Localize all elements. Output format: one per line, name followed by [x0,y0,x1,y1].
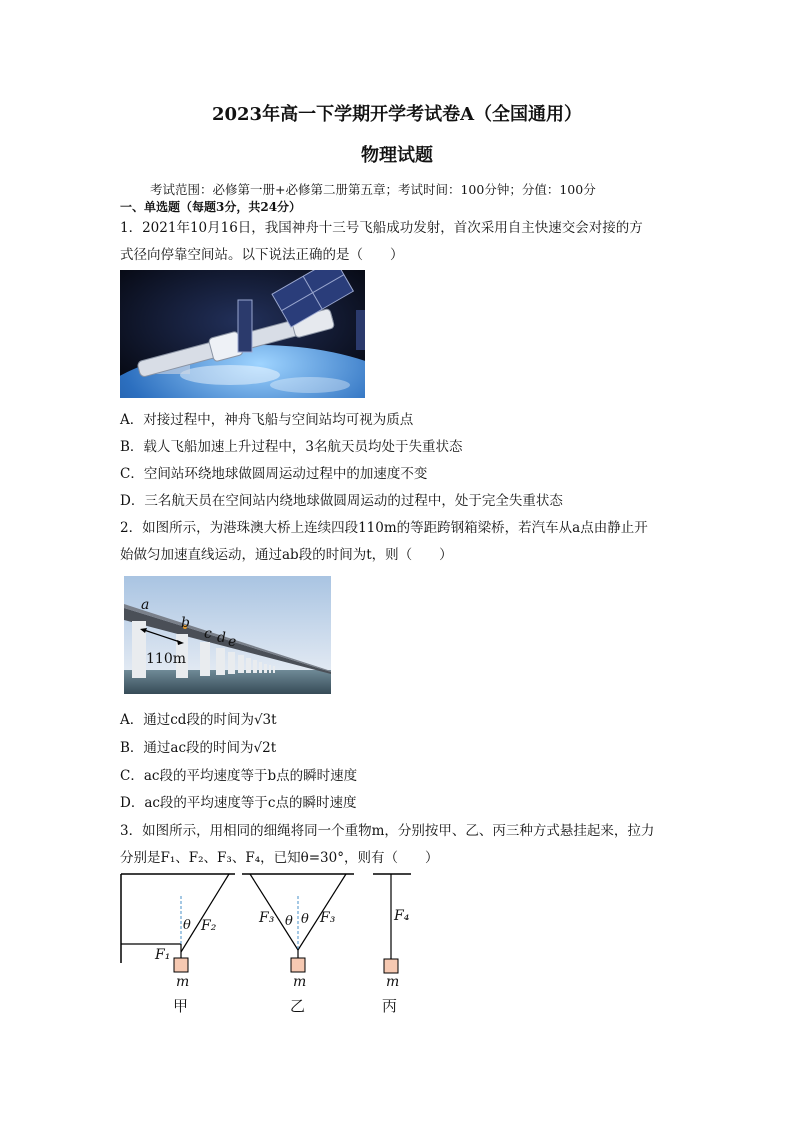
q1-option-c: C．空间站环绕地球做圆周运动过程中的加速度不变 [120,466,428,482]
bing-mass-label: m [386,974,400,990]
figure-yi [238,870,358,1020]
bing-caption: 丙 [382,997,398,1015]
space-station-image [120,270,365,398]
bridge-photo [124,576,331,694]
q1-option-d: D．三名航天员在空间站内绕地球做圆周运动的过程中，处于完全失重状态 [120,493,563,509]
exam-info: 考试范围：必修第一册+必修第二册第五章；考试时间：100分钟；分值：100分 [150,182,596,197]
q1-stem-line2: 式径向停靠空间站。以下说法正确的是（ ） [120,247,404,263]
jia-mass-label: m [176,974,190,990]
q2-stem-line2: 始做匀加速直线运动，通过ab段的时间为t，则（ ） [120,547,453,563]
q2-option-c: C．ac段的平均速度等于b点的瞬时速度 [120,768,358,784]
figure-jia [115,870,245,1020]
jia-f1-label: F₁ [155,947,171,963]
span-length-label: 110m [146,651,186,667]
q1-stem-line1: 1．2021年10月16日，我国神舟十三号飞船成功发射，首次采用自主快速交会对接的方 [120,220,643,236]
point-d-label: d [217,630,226,646]
yi-theta-right-label: θ [301,912,309,927]
yi-mass-label: m [293,974,307,990]
page-title: 2023年高一下学期开学考试卷A（全国通用） [211,104,583,125]
q3-stem-line2: 分别是F₁、F₂、F₃、F₄，已知θ=30°，则有（ ） [120,850,439,866]
q2-stem-line1: 2．如图所示，为港珠澳大桥上连续四段110m的等距跨钢箱梁桥，若汽车从a点由静止开 [120,520,648,536]
q1-option-b: B．载人飞船加速上升过程中，3名航天员均处于失重状态 [120,439,463,455]
q2-option-a: A．通过cd段的时间为√3t [120,712,277,728]
q2-option-d: D．ac段的平均速度等于c点的瞬时速度 [120,795,357,811]
yi-caption: 乙 [290,997,306,1015]
bing-f4-label: F₄ [394,908,410,924]
jia-theta-label: θ [183,918,191,933]
point-c-label: c [204,626,212,642]
point-e-label: e [228,634,237,650]
page-subtitle: 物理试题 [361,145,433,166]
jia-caption: 甲 [173,997,189,1015]
section-heading: 一、单选题（每题3分，共24分） [120,200,302,214]
q1-option-a: A．对接过程中，神舟飞船与空间站均可视为质点 [120,412,414,428]
figure-bing [365,870,425,1020]
yi-theta-left-label: θ [285,914,293,929]
jia-f2-label: F₂ [201,918,217,934]
point-b-label: b [181,615,190,631]
q3-stem-line1: 3．如图所示，用相同的细绳将同一个重物m，分别按甲、乙、丙三种方式悬挂起来，拉力 [120,823,655,839]
point-a-label: a [141,597,150,613]
yi-f3-left-label: F₃ [259,910,275,926]
q2-option-b: B．通过ac段的时间为√2t [120,740,277,756]
yi-f3-right-label: F₃ [320,910,336,926]
